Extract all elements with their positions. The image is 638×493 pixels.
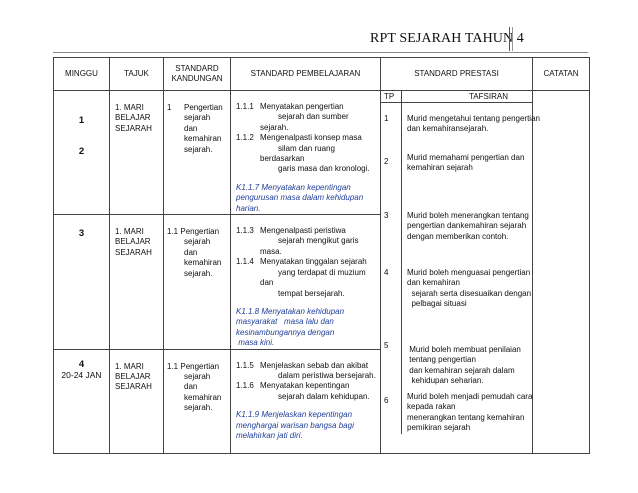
tp-line: tentang pengertian xyxy=(407,355,476,365)
tp-number: 3 xyxy=(384,211,389,220)
tp-line: Murid boleh menjadi pemudah cara xyxy=(407,392,533,401)
header-rule xyxy=(53,52,588,53)
tp-number: 5 xyxy=(384,341,389,350)
tp-line: dengan memberikan contoh. xyxy=(407,231,509,241)
sp-number: 1.1.4 xyxy=(236,257,254,267)
sp-item xyxy=(236,102,378,133)
tajuk-line: SEJARAH xyxy=(115,382,152,392)
sp-line: yang terdapat di muzium dan xyxy=(260,267,366,288)
sp-line: tempat bersejarah. xyxy=(278,288,345,298)
standard-pembelajaran-cell xyxy=(231,215,381,349)
sk-line: sejarah xyxy=(184,237,211,247)
sp-line: sejarah mengikut garis masa. xyxy=(260,236,359,256)
sp-italic-line: K1.1.7 Menyatakan kepentingan xyxy=(236,182,351,192)
rpt-table xyxy=(53,57,590,454)
sp-line: Mengenalpasti peristiwa xyxy=(260,226,346,236)
tp-label: TP xyxy=(384,92,395,101)
sp-line: Menyatakan kepentingan xyxy=(260,381,350,391)
week-number: 1 xyxy=(78,115,85,126)
minggu-cell xyxy=(54,91,110,215)
tajuk-line: BELAJAR xyxy=(115,371,151,381)
col-header-minggu: MINGGU xyxy=(54,58,110,91)
sk-line: kemahiran xyxy=(184,134,222,144)
sp-number: 1.1.5 xyxy=(236,360,254,370)
sp-item xyxy=(236,257,378,299)
sp-nilai-note xyxy=(236,183,378,214)
week-number: 4 xyxy=(78,358,85,370)
tp-line: kehidupan seharian. xyxy=(407,376,484,386)
tajuk-cell xyxy=(110,215,164,349)
tafsiran-label: TAFSIRAN xyxy=(469,92,508,101)
col-header-standard-pembelajaran: STANDARD PEMBELAJARAN xyxy=(231,58,381,91)
tajuk-line: SEJARAH xyxy=(115,123,152,133)
sp-italic-line: kesinambungannya dengan xyxy=(236,327,335,337)
sp-italic-line: masyarakat masa lalu dan xyxy=(236,317,334,327)
sk-line: Pengertian xyxy=(180,227,220,237)
tajuk-line: SEJARAH xyxy=(115,247,152,257)
sk-line: dan xyxy=(184,382,198,392)
col-header-catatan: CATATAN xyxy=(533,58,590,91)
sp-item xyxy=(236,361,378,382)
sp-line: Menjelaskan sebab dan akibat xyxy=(260,360,369,370)
tajuk-line: BELAJAR xyxy=(115,113,151,123)
tp-line: Murid memahami pengertian dan xyxy=(407,153,525,162)
sk-line: kemahiran xyxy=(184,258,222,268)
standard-prestasi-cell xyxy=(381,103,540,454)
tp-line: dan kemahiran sejarah dalam xyxy=(407,365,515,375)
table-header-row xyxy=(54,58,590,91)
tajuk-cell xyxy=(110,349,164,453)
sk-line: sejarah xyxy=(184,113,211,123)
page-title: RPT SEJARAH TAHUN 4 xyxy=(370,31,524,46)
sk-line: Pengertian xyxy=(180,361,220,371)
col-header-standard-prestasi: STANDARD PRESTASI xyxy=(381,58,533,91)
sp-line: Menyatakan tinggalan sejarah xyxy=(260,257,367,267)
minggu-cell xyxy=(54,349,110,453)
sp-nilai-note xyxy=(236,410,378,441)
sp-number: 1.1.3 xyxy=(236,226,254,236)
minggu-cell xyxy=(54,215,110,349)
sp-number: 1.1.1 xyxy=(236,102,254,111)
sp-number: 1.1.6 xyxy=(236,381,254,391)
sp-italic-line: masa kini. xyxy=(236,338,275,348)
sp-item xyxy=(236,381,378,402)
sp-italic-line: K1.1.8 Menyatakan kehidupan xyxy=(236,306,345,316)
sk-line: kemahiran xyxy=(184,392,222,402)
sp-line: Menyatakan pengertian xyxy=(260,102,344,111)
tp-line: pelbagai situasi xyxy=(407,299,467,309)
week-number: 3 xyxy=(78,228,85,240)
col-header-standard-kandungan xyxy=(164,58,231,91)
tp-header-row xyxy=(54,91,590,103)
standard-kandungan-label: STANDARD KANDUNGAN xyxy=(171,63,223,83)
sp-line: sejarah dan sumber sejarah. xyxy=(260,112,349,132)
sk-line: dan xyxy=(184,123,198,133)
prestasi-list xyxy=(381,103,540,434)
sp-line: silam dan ruang berdasarkan xyxy=(260,143,335,164)
sp-italic-line: menghargai warisan bangsa bagi xyxy=(236,420,354,430)
tajuk-line: 1. MARI xyxy=(115,361,144,371)
sk-line: Pengertian xyxy=(184,103,223,112)
sp-italic-line: pengurusan masa dalam kehidupan xyxy=(236,193,364,203)
week-dates: 20-24 JAN xyxy=(61,369,102,380)
sp-italic-line: harian. xyxy=(236,203,261,213)
standard-kandungan-cell xyxy=(164,215,231,349)
sk-line: dan xyxy=(184,247,198,257)
sp-italic-line: K1.1.9 Menjelaskan kepentingan xyxy=(236,410,353,420)
sp-line: sejarah dalam kehidupan. xyxy=(278,391,370,401)
tp-line: Murid boleh menerangkan tentang xyxy=(407,211,529,220)
sk-line: sejarah. xyxy=(184,144,213,154)
tp-line: pemikiran sejarah xyxy=(407,423,471,433)
tp-number: 6 xyxy=(384,396,389,405)
tp-line: Murid boleh membuat penilaian xyxy=(407,345,521,354)
tajuk-cell xyxy=(110,91,164,215)
tp-line: dan kemahiran xyxy=(407,278,460,288)
tp-number: 4 xyxy=(384,268,389,277)
sp-nilai-note xyxy=(236,307,378,349)
standard-kandungan-cell xyxy=(164,349,231,453)
header-divider xyxy=(509,27,513,51)
tp-line: Murid boleh menguasai pengertian xyxy=(407,268,531,277)
tp-line: menerangkan tentang kemahiran xyxy=(407,412,525,422)
sp-italic-line: melahirkan jati diri. xyxy=(236,430,303,440)
tp-line: kepada rakan xyxy=(407,402,456,412)
tp-line: Murid mengetahui tentang pengertian xyxy=(407,114,540,123)
sk-number: 1 xyxy=(167,103,172,112)
tajuk-line: BELAJAR xyxy=(115,237,151,247)
tp-line: kemahiran sejarah xyxy=(407,163,473,173)
standard-pembelajaran-cell xyxy=(231,91,381,215)
tajuk-line: 1. MARI xyxy=(115,227,144,237)
tp-header-cell xyxy=(381,91,533,103)
sp-line: garis masa dan kronologi. xyxy=(278,164,370,174)
sk-line: sejarah. xyxy=(184,403,213,413)
tp-number: 1 xyxy=(384,114,389,123)
tp-line: pengertian dankemahiran sejarah xyxy=(407,221,527,231)
standard-pembelajaran-cell xyxy=(231,349,381,453)
sp-item xyxy=(236,226,378,257)
sp-item xyxy=(236,133,378,175)
sp-line: dalam peristiwa bersejarah. xyxy=(278,370,376,380)
tp-line: sejarah serta disesuaikan dengan xyxy=(407,288,532,298)
sk-line: sejarah. xyxy=(184,268,213,278)
tajuk-line: 1. MARI xyxy=(115,103,144,112)
sk-line: sejarah xyxy=(184,371,211,381)
sk-number: 1.1 xyxy=(167,227,179,237)
sp-number: 1.1.2 xyxy=(236,133,254,143)
tp-number: 2 xyxy=(384,157,389,166)
sk-number: 1.1 xyxy=(167,361,179,371)
col-header-tajuk: TAJUK xyxy=(110,58,164,91)
tp-line: dan kemahiransejarah. xyxy=(407,124,489,134)
week-number: 2 xyxy=(78,146,85,158)
standard-kandungan-cell xyxy=(164,91,231,215)
sp-line: Mengenalpasti konsep masa xyxy=(260,133,362,143)
